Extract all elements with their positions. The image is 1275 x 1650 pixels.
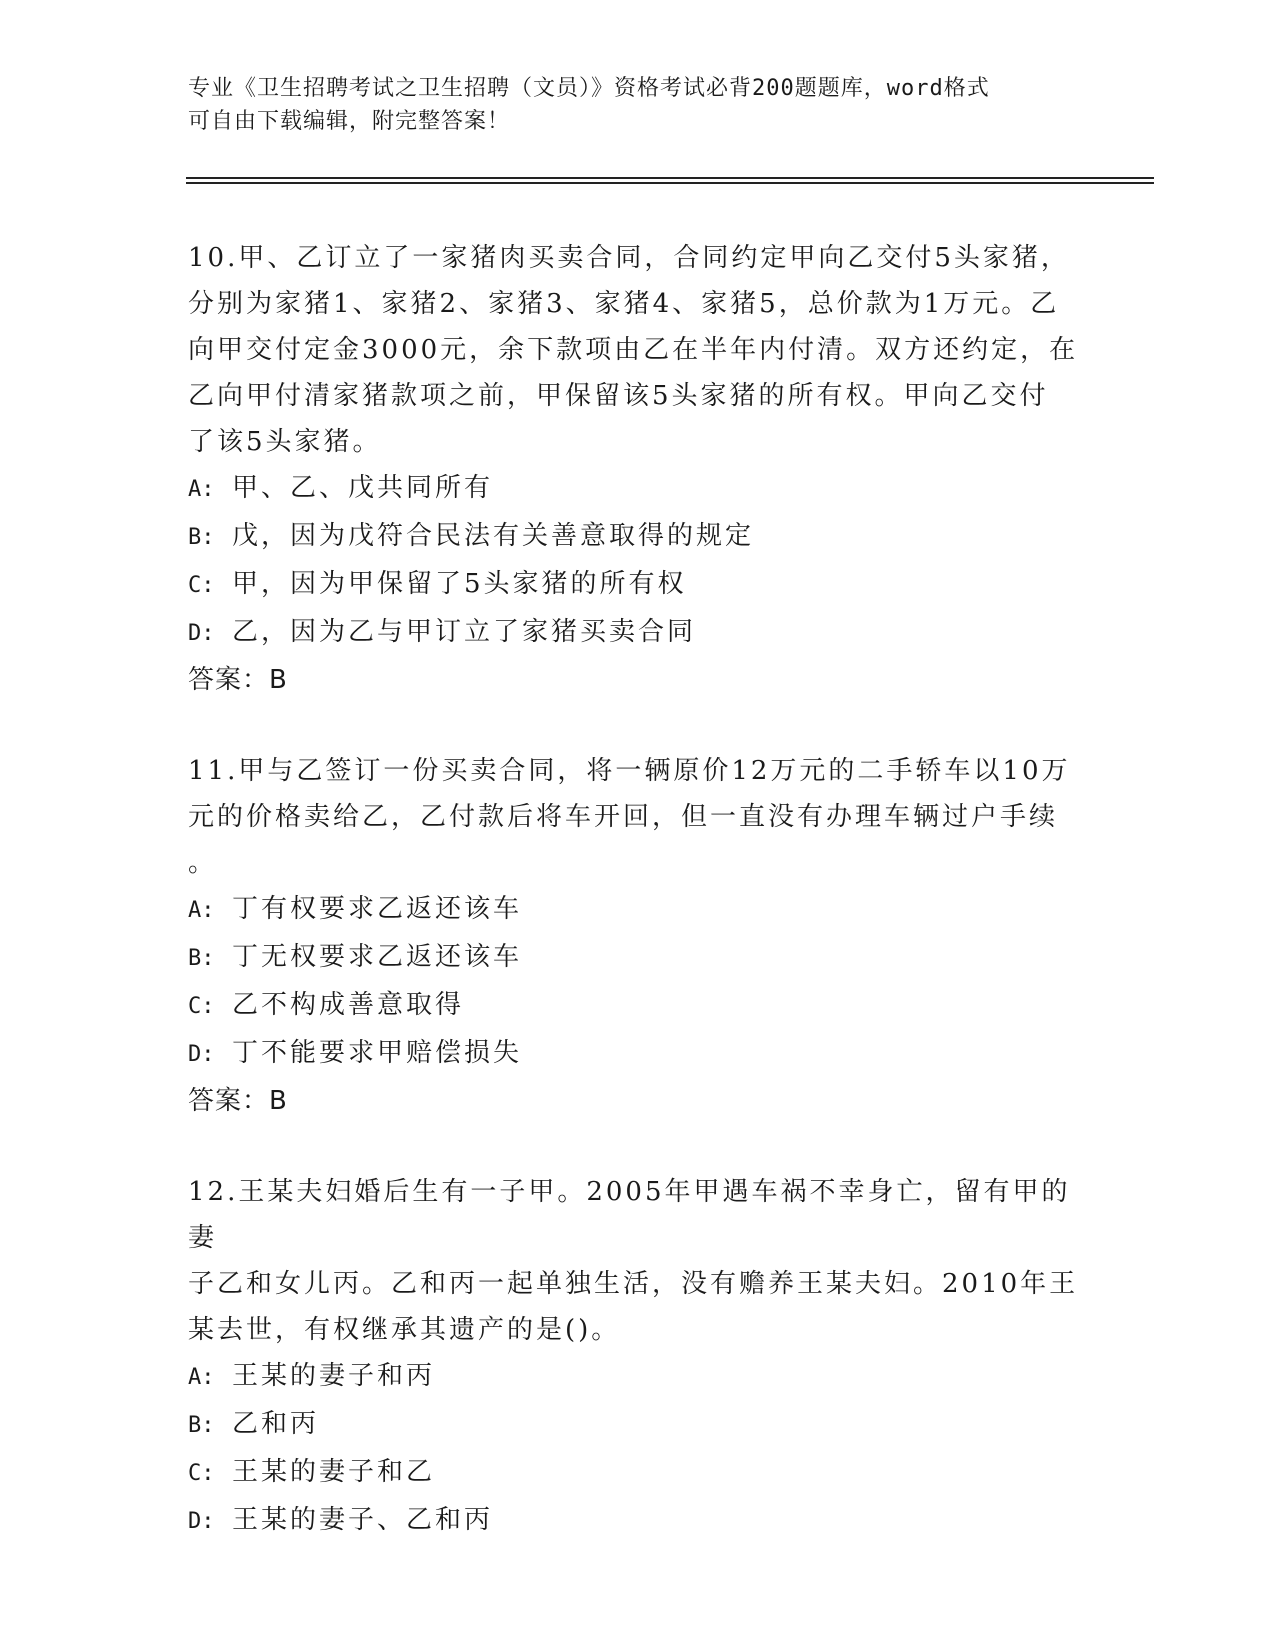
question-list bbox=[188, 235, 1088, 1590]
option-a bbox=[188, 886, 1088, 934]
option-text: 丁不能要求甲赔偿损失 bbox=[232, 1038, 523, 1068]
option-d bbox=[188, 1497, 1088, 1545]
option-text: 甲、乙、戊共同所有 bbox=[232, 473, 494, 503]
option-text: 王某的妻子和乙 bbox=[232, 1457, 436, 1487]
answer-line: 答案：B bbox=[188, 665, 288, 695]
question-stem-line: 向甲交付定金3000元，余下款项由乙在半年内付清。双方还约定，在 bbox=[188, 335, 1079, 365]
question-stem-line: 子乙和女儿丙。乙和丙一起单独生活，没有赡养王某夫妇。2010年王 bbox=[188, 1269, 1079, 1299]
question-stem-line: 12.王某夫妇婚后生有一子甲。2005年甲遇车祸不幸身亡，留有甲的妻 bbox=[188, 1177, 1071, 1253]
question-item bbox=[188, 1169, 1088, 1545]
question-stem-line: 某去世，有权继承其遗产的是()。 bbox=[188, 1315, 621, 1345]
question-stem-line: 10.甲、乙订立了一家猪肉买卖合同，合同约定甲向乙交付5头家猪， bbox=[188, 243, 1070, 273]
option-a bbox=[188, 1353, 1088, 1401]
answer-line: 答案：B bbox=[188, 1086, 288, 1116]
option-text: 乙，因为乙与甲订立了家猪买卖合同 bbox=[232, 617, 697, 647]
option-text: 王某的妻子、乙和丙 bbox=[232, 1505, 494, 1535]
option-text: 乙和丙 bbox=[232, 1409, 320, 1439]
question-stem-line: 。 bbox=[188, 848, 218, 878]
option-text: 戊，因为戊符合民法有关善意取得的规定 bbox=[232, 521, 755, 551]
option-text: 甲，因为甲保留了5头家猪的所有权 bbox=[232, 569, 687, 599]
option-letter: C: bbox=[188, 994, 215, 1019]
option-letter: B: bbox=[188, 946, 215, 971]
option-letter: A: bbox=[188, 477, 215, 502]
header-line-1: 专业《卫生招聘考试之卫生招聘（文员）》资格考试必背200题题库，word格式 bbox=[188, 76, 990, 101]
option-text: 丁有权要求乙返还该车 bbox=[232, 894, 523, 924]
option-letter: B: bbox=[188, 1413, 215, 1438]
option-a bbox=[188, 465, 1088, 513]
question-stem-line: 乙向甲付清家猪款项之前，甲保留该5头家猪的所有权。甲向乙交付 bbox=[188, 381, 1049, 411]
option-d bbox=[188, 1030, 1088, 1078]
question-stem-line: 了该5头家猪。 bbox=[188, 427, 382, 457]
option-letter: D: bbox=[188, 1509, 215, 1534]
option-b bbox=[188, 934, 1088, 982]
question-stem-line: 11.甲与乙签订一份买卖合同，将一辆原价12万元的二手轿车以10万 bbox=[188, 756, 1071, 786]
header-divider-bottom bbox=[186, 182, 1154, 184]
option-letter: C: bbox=[188, 573, 215, 598]
question-stem-line: 元的价格卖给乙，乙付款后将车开回，但一直没有办理车辆过户手续 bbox=[188, 802, 1059, 832]
option-c bbox=[188, 1449, 1088, 1497]
header-divider-top bbox=[186, 177, 1154, 179]
option-letter: A: bbox=[188, 1365, 215, 1390]
option-letter: B: bbox=[188, 525, 215, 550]
header-line-2: 可自由下载编辑，附完整答案！ bbox=[188, 109, 511, 134]
option-letter: A: bbox=[188, 898, 215, 923]
option-text: 丁无权要求乙返还该车 bbox=[232, 942, 523, 972]
option-b bbox=[188, 513, 1088, 561]
option-d bbox=[188, 609, 1088, 657]
option-letter: D: bbox=[188, 621, 215, 646]
option-letter: D: bbox=[188, 1042, 215, 1067]
option-c bbox=[188, 982, 1088, 1030]
option-b bbox=[188, 1401, 1088, 1449]
option-c bbox=[188, 561, 1088, 609]
option-letter: C: bbox=[188, 1461, 215, 1486]
document-header bbox=[188, 72, 1088, 138]
question-stem-line: 分别为家猪1、家猪2、家猪3、家猪4、家猪5，总价款为1万元。乙 bbox=[188, 289, 1060, 319]
option-text: 王某的妻子和丙 bbox=[232, 1361, 436, 1391]
question-item bbox=[188, 235, 1088, 703]
question-item bbox=[188, 748, 1088, 1124]
option-text: 乙不构成善意取得 bbox=[232, 990, 465, 1020]
